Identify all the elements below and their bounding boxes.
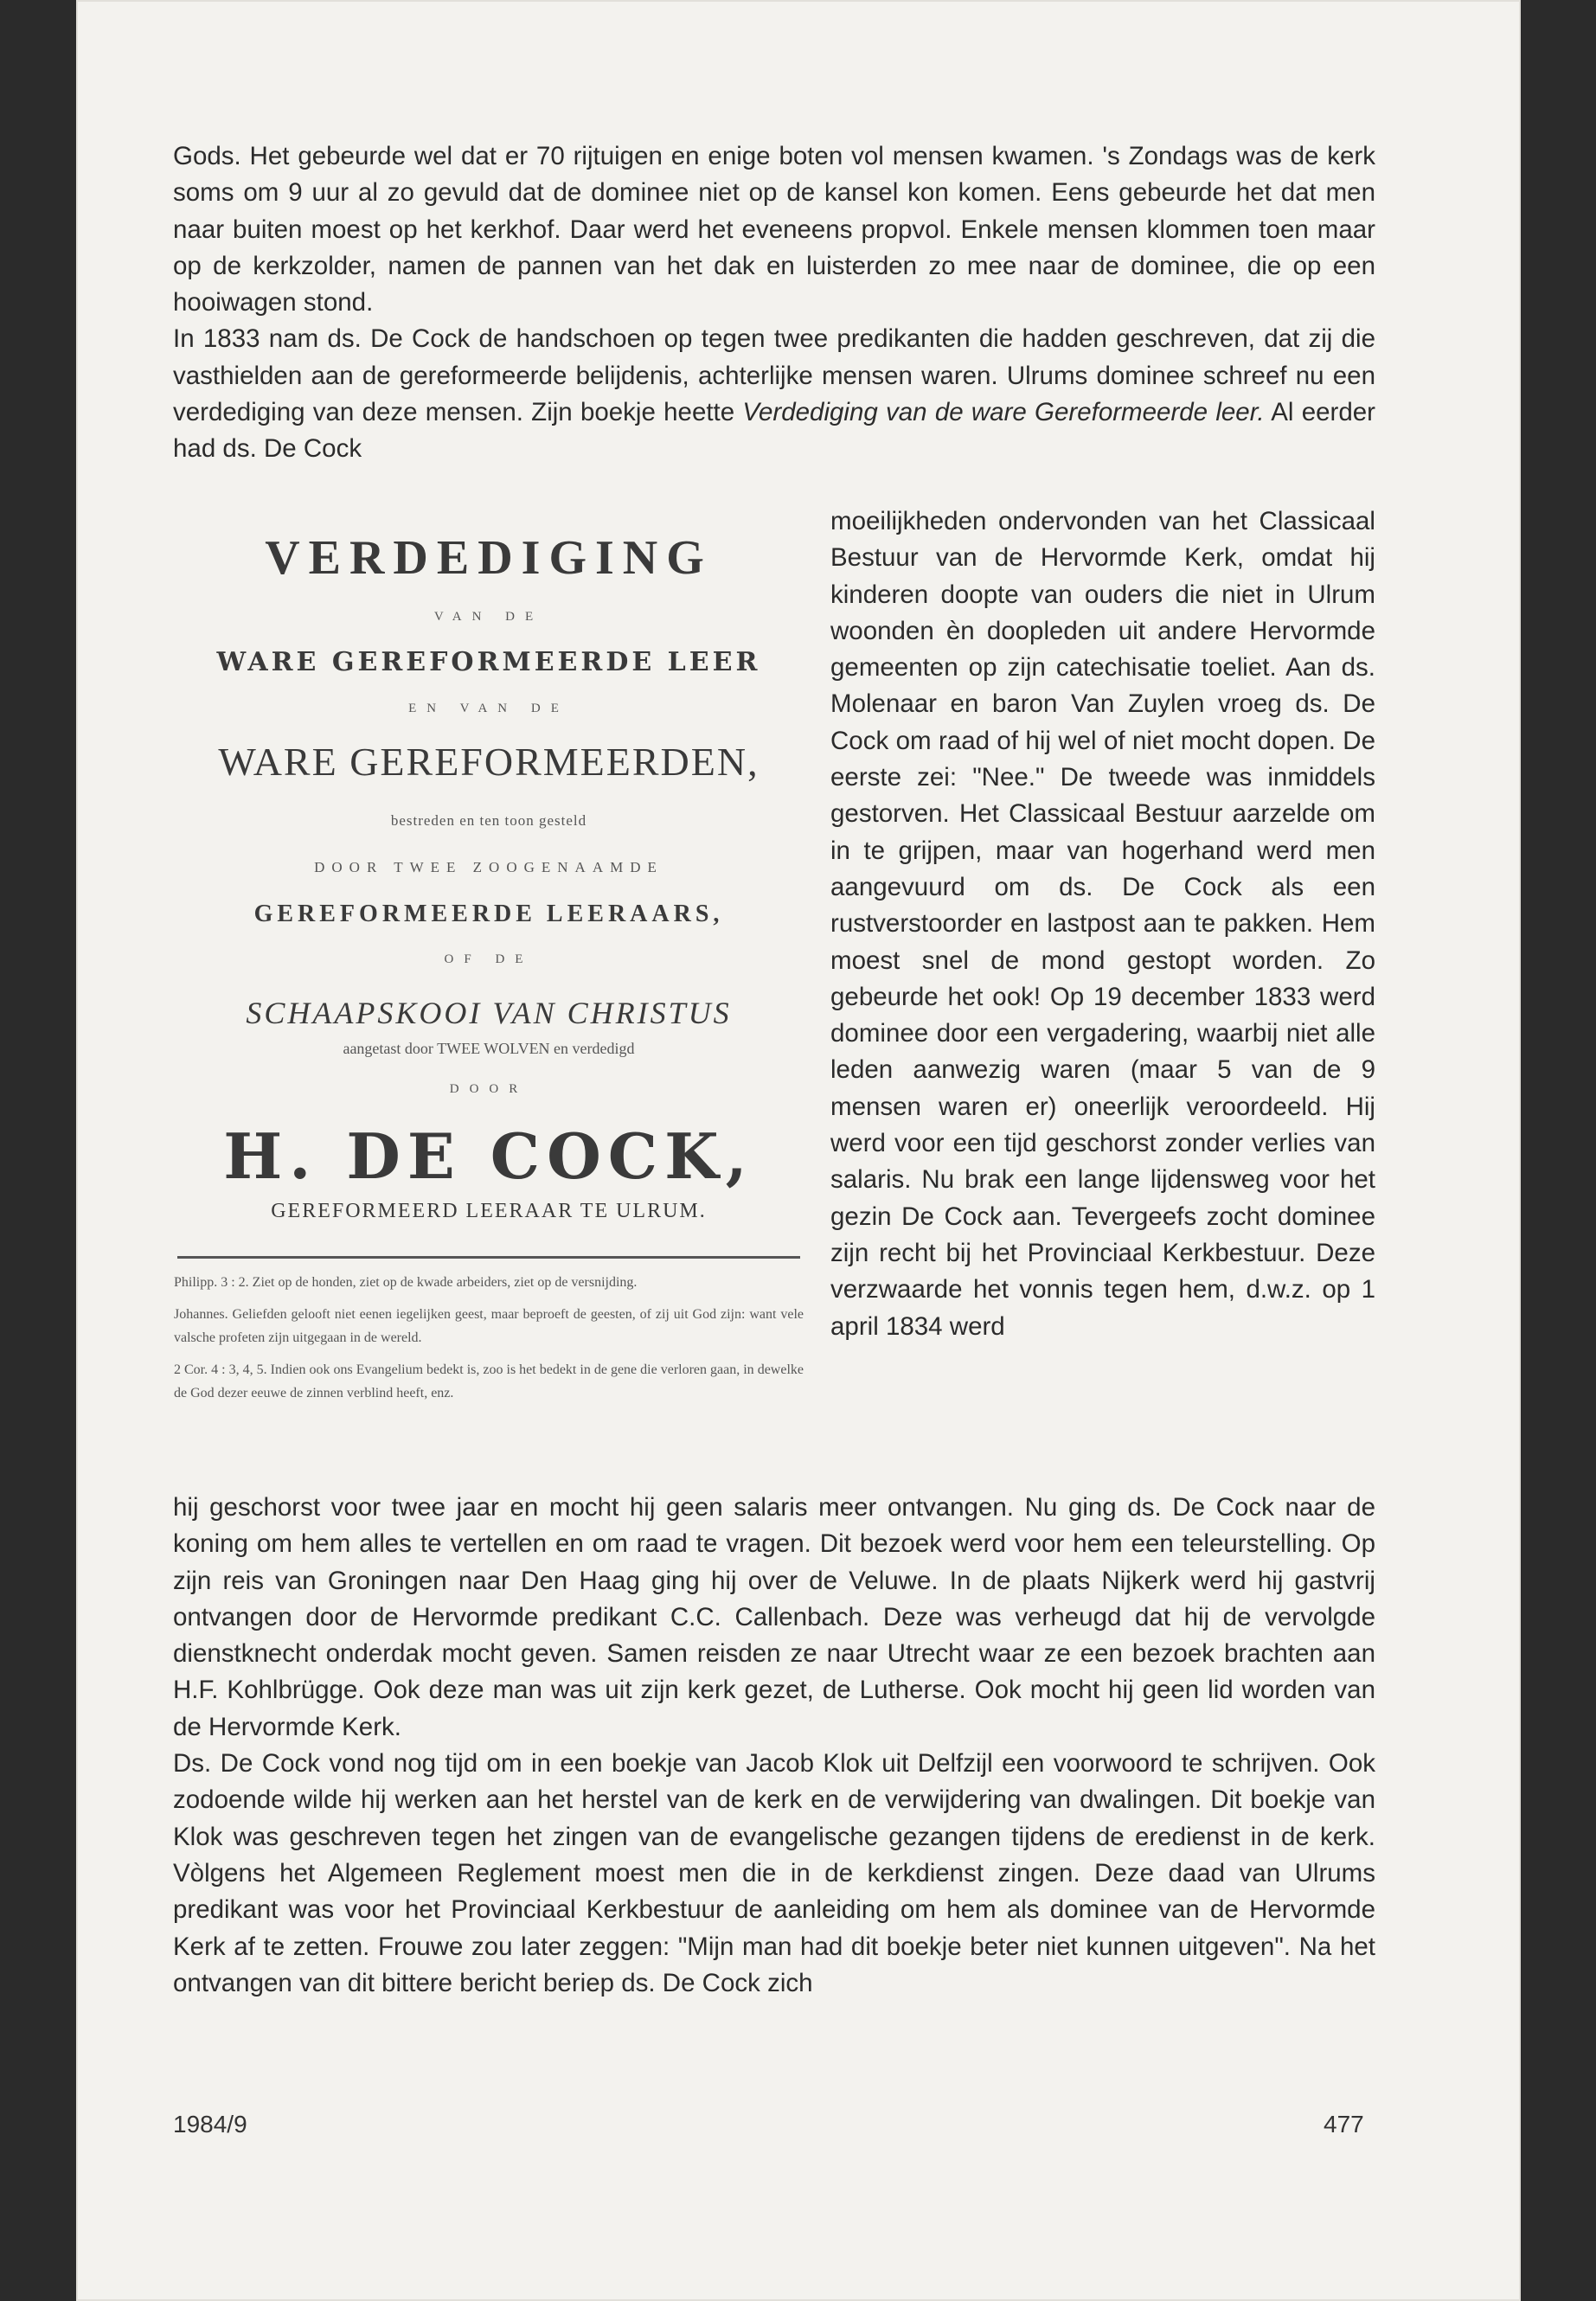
plate-line-verdediging: VERDEDIGING bbox=[265, 531, 713, 585]
plate-line-schaapskooi: SCHAAPSKOOI VAN CHRISTUS bbox=[246, 996, 732, 1030]
right-column-paragraph: moeilijkheden ondervonden van het Classicaal Bestuur van de Hervormde Kerk, omdat hij kinderen doopte van ouders die niet in Ulrum woonden èn doopleden uit andere Hervormde gemeenten op zijn catechisatie toeliet. Aan ds. Molenaar en baron Van Zuylen vroeg ds. De Cock om raad of hij wel of niet mocht dopen. De eerste zei: "Nee." De tweede was inmiddels gestorven. Het Classicaal Bestuur aarzelde om in te grijpen, maar van hogerhand werd men aangevuurd om ds. De Cock als een rustverstoorder en lastpost aan te pakken. Hem moest snel de mond gestopt worden. Zo gebeurde het ook! Op 19 december 1833 werd dominee door een vergadering, waarbij niet alle leden aanwezig waren (maar 5 van de 9 mensen waren er) oneerlijk veroordeeld. Hij werd voor een tijd geschorst zonder verlies van salaris. Nu brak een lange lijdensweg voor het gezin De Cock aan. Tevergeefs zocht dominee zijn recht bij het Provinciaal Kerkbestuur. Deze verzwaarde het vonnis tegen hem, d.w.z. op 1 april 1834 werd bbox=[830, 507, 1375, 1341]
plate-line-door: DOOR bbox=[449, 1082, 529, 1096]
plate-line-wolven: aangetast door TWEE WOLVEN en verdedigd bbox=[343, 1040, 635, 1057]
paragraph-2-text: In 1833 nam ds. De Cock de handschoen op tegen twee predikanten die hadden geschreven, dat zij die vasthielden aan de gereformeerde belijdenis, achterlijke mensen waren. Ulrums dominee schreef nu een verdediging van deze mensen. Zijn boekje heette bbox=[173, 324, 1375, 427]
plate-author-position: GEREFORMEERD LEERAAR TE ULRUM. bbox=[271, 1200, 707, 1222]
paragraph-4: Ds. De Cock vond nog tijd om in een boekje van Jacob Klok uit Delfzijl een voorwoord te schrijven. Ook zodoende wilde hij werken aan het herstel van de kerk en de verwijdering van dwalingen. Dit boekje van Klok was geschreven tegen het zingen van de evangelische gezangen tijdens de eredienst in de kerk. Vòlgens het Algemeen Reglement moest men die in de kerkdienst zingen. Deze daad van Ulrums predikant was voor het Provinciaal Kerkbestuur de aanleiding om hem als dominee van de Hervormde Kerk af te zetten. Frouwe zou later zeggen: "Mijn man had dit boekje beter niet kunnen uitgeven". Na het ontvangen van dit bittere bericht beriep ds. De Cock zich bbox=[173, 1749, 1375, 1997]
plate-line-ware-leer: WARE GEREFORMEERDE LEER bbox=[216, 647, 761, 677]
footer-issue: 1984/9 bbox=[173, 2111, 247, 2138]
plate-line-bestreden: bestreden en ten toon gesteld bbox=[390, 812, 587, 829]
plate-line-van-de: VAN DE bbox=[433, 610, 544, 624]
plate-quote: Philipp. 3 : 2. Ziet op de honden, ziet op de kwade arbeiders, ziet op de versnijding. bbox=[174, 1275, 638, 1290]
paragraph-1: Gods. Het gebeurde wel dat er 70 rijtuigen en enige boten vol mensen kwamen. 's Zondags was de kerk soms om 9 uur al zo gevuld dat de dominee niet op de kansel kon komen. Eens gebeurde het dat men naar buiten moest op het kerkhof. Daar werd het eveneens propvol. Enkele mensen klommen toen maar op de kerkzolder, namen de pannen van het dak en luisterden zo mee naar de dominee, die op een hooiwagen stond. bbox=[173, 142, 1375, 317]
paragraph-2-tail: Al eerder had ds. De Cock bbox=[173, 398, 1375, 464]
plate-line-door-twee: DOOR TWEE ZOOGENAAMDE bbox=[314, 859, 663, 875]
right-column-text bbox=[830, 503, 1375, 1345]
plate-line-ware-gereformeerden: WARE GEREFORMEERDEN, bbox=[218, 740, 760, 784]
plate-divider bbox=[177, 1256, 800, 1259]
plate-line-of-de: OF DE bbox=[444, 952, 534, 966]
bottom-text-block bbox=[173, 1490, 1375, 2002]
plate-line-leeraars: GEREFORMEERDE LEERAARS, bbox=[253, 901, 724, 927]
book-title-inline: Verdediging van de ware Gereformeerde leer. bbox=[742, 398, 1265, 427]
page-number: 477 bbox=[1324, 2111, 1364, 2138]
plate-author: H. DE COCK, bbox=[223, 1119, 754, 1193]
plate-quote: Johannes. Geliefden gelooft niet eenen iegelijken geest, maar beproeft de geesten, of zij uit God zijn: want vele valsche profeten zijn uitgegaan in de wereld. bbox=[174, 1307, 804, 1345]
plate-quotes bbox=[169, 1271, 809, 1405]
top-text-block bbox=[173, 138, 1375, 468]
plate-line-en-van-de: EN VAN DE bbox=[408, 702, 569, 715]
paragraph-2 bbox=[173, 321, 1375, 467]
paragraph-3: hij geschorst voor twee jaar en mocht hij geen salaris meer ontvangen. Nu ging ds. De Cock naar de koning om hem alles te vertellen en om raad te vragen. Dit bezoek werd voor hem een teleurstelling. Op zijn reis van Groningen naar Den Haag ging hij over de Veluwe. In de plaats Nijkerk werd hij gastvrij ontvangen door de Hervormde predikant C.C. Callenbach. Deze was verheugd dat hij de vervolgde dienstknecht onderdak mocht geven. Samen reisden ze naar Utrecht waar ze een bezoek brachten aan H.F. Kohlbrügge. Ook deze man was uit zijn kerk gezet, de Lutherse. Ook mocht hij geen lid worden van de Hervormde Kerk. bbox=[173, 1493, 1375, 1741]
plate-quote: 2 Cor. 4 : 3, 4, 5. Indien ook ons Evangelium bedekt is, zoo is het bedekt in de gene die verloren gaan, in dewelke de God dezer eeuwe de zinnen verblind heeft, enz. bbox=[174, 1362, 804, 1400]
book-title-plate bbox=[169, 515, 809, 1492]
